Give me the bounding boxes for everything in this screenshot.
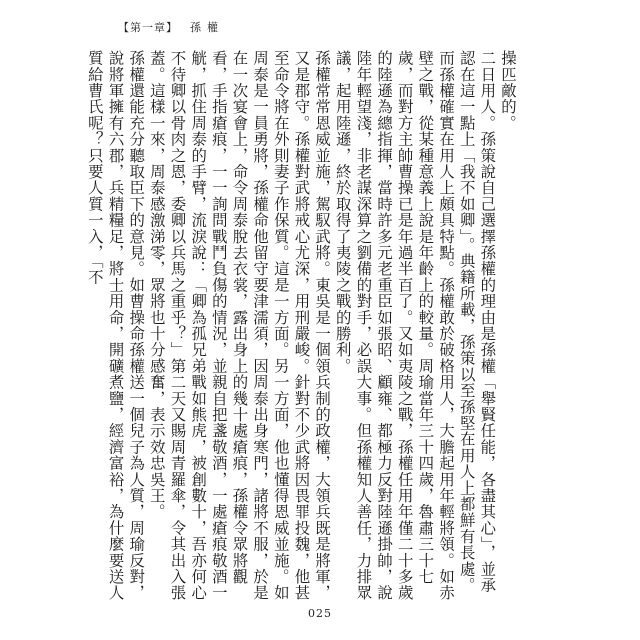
chapter-label: 【第一章】 [118,21,178,34]
body-text [85,50,518,602]
running-header [118,19,224,35]
paragraph: 孫權還能充分聽取臣下的意見。如曹操命孫權送一個兒子為人質，周瑜反對，說將軍擁有六郡，兵精糧足，將士用命，開礦煮鹽，經濟富裕，為什麼要送人質給曹氏呢？只要人質一入，「不 [85,50,146,601]
paragraph: 操匹敵的。 [499,50,517,131]
page-number: 025 [308,607,332,620]
paragraph: 二日用人。孫策說自己選擇孫權的理由是孫權「舉賢任能，各盡其心」，並承認在這一點上「我不如卿」。典籍所載，孫策以至孫堅在用人上都鮮有長處。而孫權確實在用人上頗具特點。孫權敢於破格用人，大膽起用年輕將領。如赤壁之戰，從某種意義上說是年齡上的較量。周瑜當年三十四歲，魯肅三十七歲，而對方主帥曹操已是年過半百了。又如夷陵之戰，孫權任用年僅二十多歲的陸遜為總指揮，當時許多元老重臣如張昭、顧雍、都極力反對陸遜掛帥，說陸年輕望淺，非老謀深算之劉備的對手，必誤大事。但孫權知人善任，力排眾議，起用陸遜，終於取得了夷陵之戰的勝利。 [333,50,497,601]
header-title: 孫權 [190,21,224,34]
paragraph: 孫權常常恩威並施，駕馭武將。東吳是一個領兵制的政權，大領兵既是將軍，又是郡守。孫權對武將戒心尤深，用刑嚴峻。針對不少武將因畏罪投魏，他甚至命令將在外則妻子作保質。這是一方面。另一方面，他也懂得恩威並施。如周泰是一員勇將，孫權命他留守要津濡須，因周泰出身寒門，諸將不服，於是在一次宴會上，命令周泰脫去衣裳，露出身上的幾十處瘡痕，孫權令眾將觀看，手指瘡痕，一一詢問戰鬥負傷的情況，並親自把盞敬酒，一處瘡痕敬酒一觥，抓住周泰的手臂，流淚說：「卿為孤兄弟戰如熊虎，被創數十，吾亦何心不待卿以骨肉之恩，委卿以兵馬之重乎？」第二天又賜周青羅傘，令其出入張蓋。這樣一來，周泰感激涕零，眾將也十分感奮，表示效忠吳王。 [147,50,332,601]
